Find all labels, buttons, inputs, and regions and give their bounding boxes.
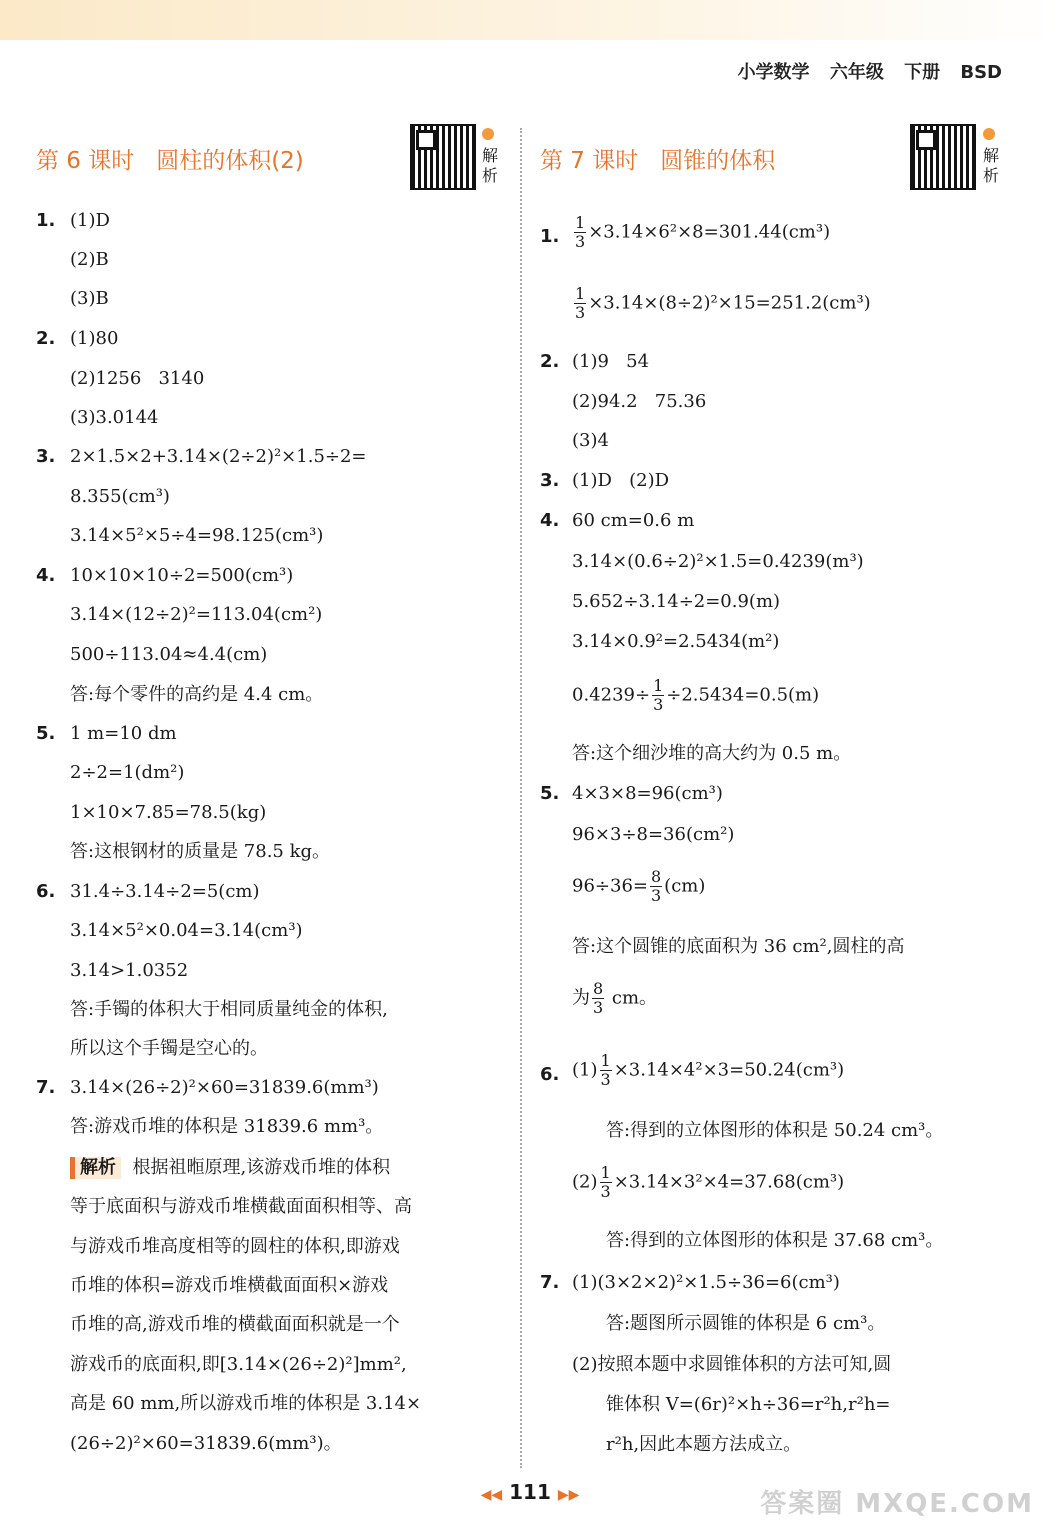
q6-number: 6. [36,881,56,902]
answer-line: (1)(3×2×2)²×1.5÷36=6(cm³) [572,1272,840,1293]
q5-number: 5. [540,783,560,804]
answer-line: 答:得到的立体图形的体积是 37.68 cm³。 [606,1230,944,1251]
formula-line: $\frac{1}{3}$ ×3.14×6²×8=301.44(cm³) [575,213,831,251]
page-header: 小学数学 六年级 下册 BSD [737,62,1002,83]
analysis-badge: 解析 [70,1157,121,1179]
right-section-title: 第 7 课时 圆锥的体积 [540,148,776,174]
analysis-line: 游戏币的底面积,即[3.14×(26÷2)²]mm², [70,1354,407,1375]
answer-line: 3.14×5²×5÷4=98.125(cm³) [70,525,324,546]
watermark-logo: 答案圈 MXQE.COM [760,1489,1034,1519]
prev-arrows-icon: ◀◀ [480,1487,503,1503]
answer-line: (2)1256 3140 [70,368,205,389]
answer-line: 1 m=10 dm [70,723,177,744]
answer-line: 500÷113.04≈4.4(cm) [70,644,268,665]
left-play-icon [482,128,494,140]
answer-line: 60 cm=0.6 m [572,510,695,531]
fraction-one-third: $\frac{1}{3}$ [575,213,586,251]
answer-line: (1)9 54 [572,351,650,372]
q4-number: 4. [540,510,560,531]
left-qr-code-icon[interactable] [410,124,476,190]
answer-line: 2÷2=1(dm²) [70,762,185,783]
formula-line: (1) $\frac{1}{3}$ ×3.14×4²×3=50.24(cm³) [572,1051,845,1089]
fraction-eight-thirds: $\frac{8}{3}$ [593,979,604,1017]
q7-number: 7. [540,1272,560,1293]
answer-line: 4×3×8=96(cm³) [572,783,723,804]
answer-line: 所以这个手镯是空心的。 [70,1038,268,1059]
fraction-eight-thirds: $\frac{8}{3}$ [650,867,662,905]
answer-line: 3.14×(12÷2)²=113.04(cm²) [70,604,323,625]
answer-line: 10×10×10÷2=500(cm³) [70,565,294,586]
answer-line: (1)D [70,210,110,231]
next-arrows-icon: ▶▶ [557,1487,580,1503]
q3-number: 3. [36,446,56,467]
analysis-line [70,1157,390,1179]
answer-line: (2)按照本题中求圆锥体积的方法可知,圆 [572,1354,892,1375]
answer-line: (3)B [70,288,109,309]
analysis-line: 高是 60 mm,所以游戏币堆的体积是 3.14× [70,1393,422,1414]
fraction-one-third: $\frac{1}{3}$ [653,676,664,714]
fraction-one-third: $\frac{1}{3}$ [600,1051,611,1089]
q2-number: 2. [540,351,560,372]
q1-number: 1. [540,226,560,247]
answer-line: 2×1.5×2+3.14×(2÷2)²×1.5÷2= [70,446,367,467]
answer-line: 3.14>1.0352 [70,960,189,981]
formula-line: 96÷36= $\frac{8}{3}$ (cm) [572,867,706,905]
q4-number: 4. [36,565,56,586]
right-play-icon [983,128,995,140]
answer-line: 8.355(cm³) [70,486,170,507]
answer-line: 答:手镯的体积大于相同质量纯金的体积, [70,999,388,1020]
analysis-line: 币堆的体积=游戏币堆横截面面积×游戏 [70,1275,389,1296]
analysis-text: 根据祖暅原理,该游戏币堆的体积 [121,1157,391,1178]
answer-line: r²h,因此本题方法成立。 [606,1434,802,1455]
column-divider [520,128,522,1468]
fraction-one-third: $\frac{1}{3}$ [600,1163,611,1201]
analysis-line: 币堆的高,游戏币堆的横截面面积就是一个 [70,1314,400,1335]
answer-line: (2)94.2 75.36 [572,391,707,412]
answer-line: (2)B [70,249,109,270]
answer-line: 3.14×5²×0.04=3.14(cm³) [70,920,303,941]
fraction-one-third: $\frac{1}{3}$ [575,284,586,322]
analysis-line: 与游戏币堆高度相等的圆柱的体积,即游戏 [70,1236,400,1257]
analysis-line: 等于底面积与游戏币堆横截面面积相等、高 [70,1196,412,1217]
formula-line: 0.4239÷ $\frac{1}{3}$ ÷2.5434=0.5(m) [572,676,820,714]
left-section-title: 第 6 课时 圆柱的体积(2) [36,148,304,174]
formula-line: (2) $\frac{1}{3}$ ×3.14×3²×4=37.68(cm³) [572,1163,845,1201]
answer-line: (1)D (2)D [572,470,670,491]
analysis-line: (26÷2)²×60=31839.6(mm³)。 [70,1433,342,1454]
answer-line: (3)3.0144 [70,407,159,428]
answer-line: 31.4÷3.14÷2=5(cm) [70,881,260,902]
page-number: 111 [509,1480,551,1504]
top-banner [0,0,1060,40]
answer-line: 5.652÷3.14÷2=0.9(m) [572,591,781,612]
answer-line: 答:这根钢材的质量是 78.5 kg。 [70,841,331,862]
right-qr-label: 解析 [983,146,1000,185]
formula-line: $\frac{1}{3}$ ×3.14×(8÷2)²×15=251.2(cm³) [575,284,871,322]
page-footer [430,1480,630,1504]
q1-number: 1. [36,210,56,231]
answer-line: 3.14×(0.6÷2)²×1.5=0.4239(m³) [572,551,864,572]
answer-line: 答:题图所示圆锥的体积是 6 cm³。 [606,1313,886,1334]
answer-line: 3.14×0.9²=2.5434(m²) [572,631,780,652]
answer-line: 答:每个零件的高约是 4.4 cm。 [70,684,324,705]
answer-line: 答:游戏币堆的体积是 31839.6 mm³。 [70,1116,384,1137]
q3-number: 3. [540,470,560,491]
answer-line: 答:这个细沙堆的高大约为 0.5 m。 [572,743,852,764]
answer-line: 1×10×7.85=78.5(kg) [70,802,267,823]
answer-line: (1)80 [70,328,119,349]
q7-number: 7. [36,1077,56,1098]
q2-number: 2. [36,328,56,349]
right-qr-code-icon[interactable] [910,124,976,190]
answer-line: 答:这个圆锥的底面积为 36 cm²,圆柱的高 [572,936,905,957]
answer-line: 答:得到的立体图形的体积是 50.24 cm³。 [606,1120,944,1141]
q5-number: 5. [36,723,56,744]
answer-line: 锥体积 V=(6r)²×h÷36=r²h,r²h= [606,1394,891,1415]
q6-number: 6. [540,1064,560,1085]
answer-line: (3)4 [572,430,609,451]
formula-line: 为 $\frac{8}{3}$ cm。 [572,979,658,1017]
answer-line: 96×3÷8=36(cm²) [572,824,735,845]
answer-line: 3.14×(26÷2)²×60=31839.6(mm³) [70,1077,379,1098]
left-qr-label: 解析 [482,146,499,185]
